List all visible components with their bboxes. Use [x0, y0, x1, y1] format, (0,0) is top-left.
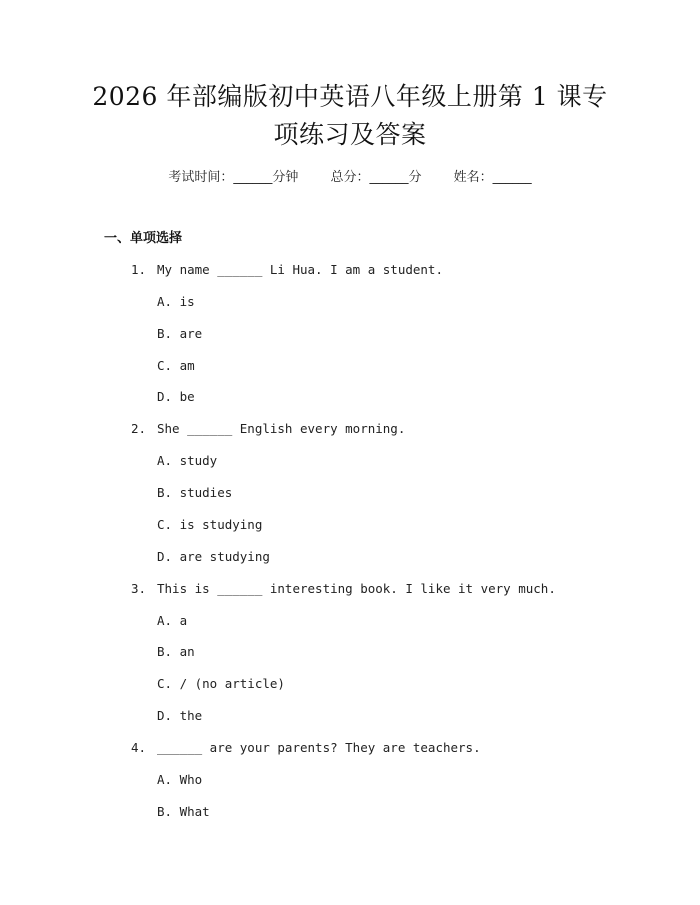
- answer-option: C. am: [157, 358, 195, 373]
- answer-option: A. a: [157, 613, 188, 628]
- answer-option: C. / (no article): [157, 676, 285, 691]
- section-heading: 一、单项选择: [104, 231, 183, 246]
- answer-option: B. studies: [157, 485, 233, 500]
- answer-option: D. be: [157, 389, 195, 404]
- question-text: My name ______ Li Hua. I am a student.: [157, 262, 443, 277]
- answer-option: B. What: [157, 804, 210, 819]
- student-name-field: [454, 170, 532, 185]
- student-name-label: 姓名：: [453, 170, 493, 185]
- answer-option: D. the: [157, 708, 203, 723]
- total-score-field: [330, 170, 421, 185]
- question-text: ______ are your parents? They are teachers.: [157, 740, 481, 755]
- answer-option: B. an: [157, 644, 195, 659]
- answer-option: C. is studying: [157, 517, 263, 532]
- exam-time-unit: 分钟: [272, 170, 299, 185]
- title-line-2: 项练习及答案: [273, 120, 427, 149]
- question-number: 3.: [131, 581, 147, 596]
- answer-option: B. are: [157, 326, 203, 341]
- question-number: 4.: [131, 740, 147, 755]
- exam-time-label: 考试时间：: [168, 170, 234, 185]
- answer-option: A. Who: [157, 772, 203, 787]
- student-name-blank: ______: [492, 170, 532, 185]
- question-text: She ______ English every morning.: [157, 421, 406, 436]
- total-score-label: 总分：: [330, 170, 370, 185]
- exam-time-blank: ______: [233, 170, 273, 185]
- answer-option: A. study: [157, 453, 218, 468]
- total-score-blank: ______: [369, 170, 409, 185]
- question-number: 2.: [131, 421, 147, 436]
- total-score-unit: 分: [408, 170, 422, 185]
- question-text: This is ______ interesting book. I like it very much.: [157, 581, 556, 596]
- title-line-1: 2026 年部编版初中英语八年级上册第 1 课专: [92, 82, 608, 111]
- exam-info: [0, 168, 700, 188]
- answer-option: A. is: [157, 294, 195, 309]
- document-title: [40, 78, 660, 154]
- question-number: 1.: [131, 262, 147, 277]
- answer-option: D. are studying: [157, 549, 270, 564]
- exam-time-field: [168, 170, 298, 185]
